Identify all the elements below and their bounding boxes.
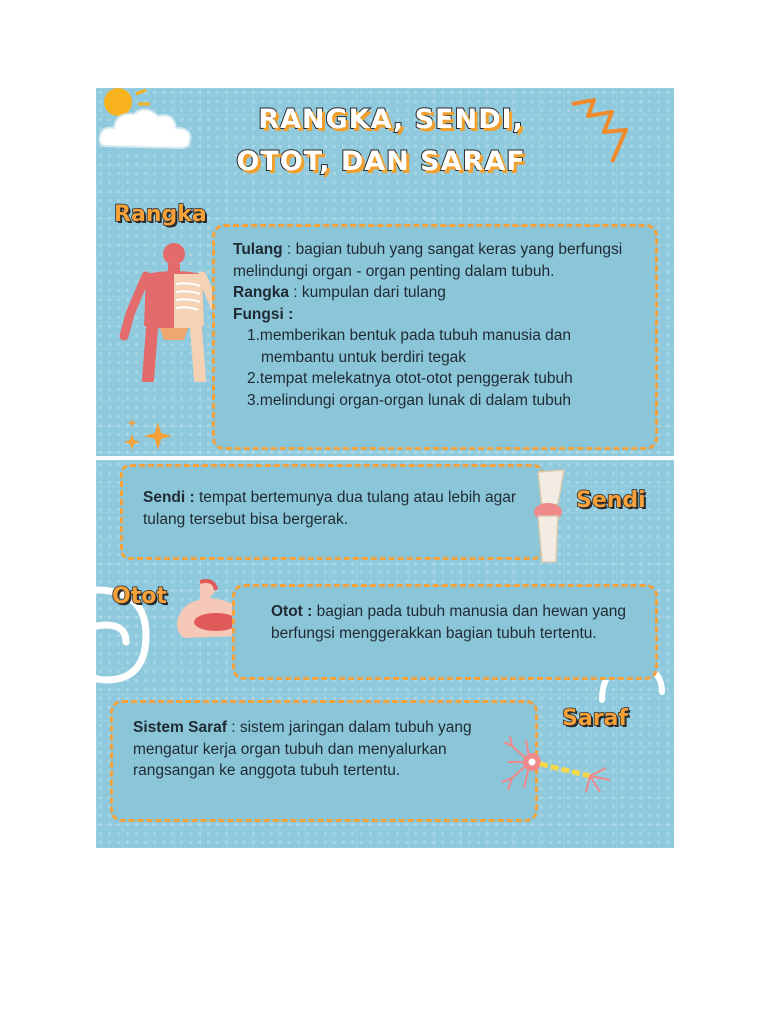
label-saraf: Saraf bbox=[562, 706, 628, 731]
page-title-line2: OTOT, DAN SARAF bbox=[236, 146, 526, 177]
panel-rangka bbox=[96, 88, 674, 456]
panel-sendi-otot-saraf bbox=[96, 460, 674, 848]
info-box-rangka bbox=[212, 224, 658, 450]
info-box-sendi bbox=[120, 464, 544, 560]
fungsi-item-3: 3.melindungi organ-organ lunak di dalam tubuh bbox=[247, 391, 571, 409]
label-otot: Otot bbox=[112, 584, 167, 609]
label-rangka: Rangka bbox=[114, 202, 207, 227]
def-otot: bagian pada tubuh manusia dan hewan yang berfungsi menggerakkan bagian tubuh tertentu. bbox=[271, 603, 627, 642]
term-sendi: Sendi : bbox=[143, 489, 195, 506]
def-sendi: tempat bertemunya dua tulang atau lebih agar tulang tersebut bisa bergerak. bbox=[143, 489, 517, 528]
page-title-line1: RANGKA, SENDI, bbox=[258, 104, 524, 135]
knee-joint-illustration bbox=[524, 468, 576, 564]
poster bbox=[96, 88, 674, 848]
label-sendi: Sendi bbox=[576, 488, 646, 513]
fungsi-item-1: 1.memberikan bentuk pada tubuh manusia dan bbox=[247, 327, 571, 344]
term-tulang: Tulang bbox=[233, 241, 283, 258]
term-rangka: Rangka bbox=[233, 284, 289, 301]
info-box-saraf bbox=[110, 700, 538, 822]
term-saraf: Sistem Saraf bbox=[133, 719, 227, 736]
fungsi-item-1-cont: membantu untuk berdiri tegak bbox=[261, 348, 467, 366]
def-rangka: : kumpulan dari tulang bbox=[289, 284, 446, 301]
term-otot: Otot : bbox=[271, 603, 313, 620]
neuron-illustration bbox=[498, 732, 618, 802]
def-saraf: : sistem jaringan dalam tubuh yang mengatur kerja organ tubuh dan menyalurkan rangsangan ke anggota tubuh tertentu. bbox=[133, 719, 472, 779]
sparkle-icon bbox=[124, 418, 174, 454]
fungsi-item-2: 2.tempat melekatnya otot-otot penggerak tubuh bbox=[247, 370, 573, 387]
def-tulang: : bagian tubuh yang sangat keras yang berfungsi melindungi organ - organ penting dalam tubuh. bbox=[233, 241, 623, 280]
term-fungsi: Fungsi : bbox=[233, 305, 294, 323]
info-box-otot bbox=[232, 584, 658, 680]
